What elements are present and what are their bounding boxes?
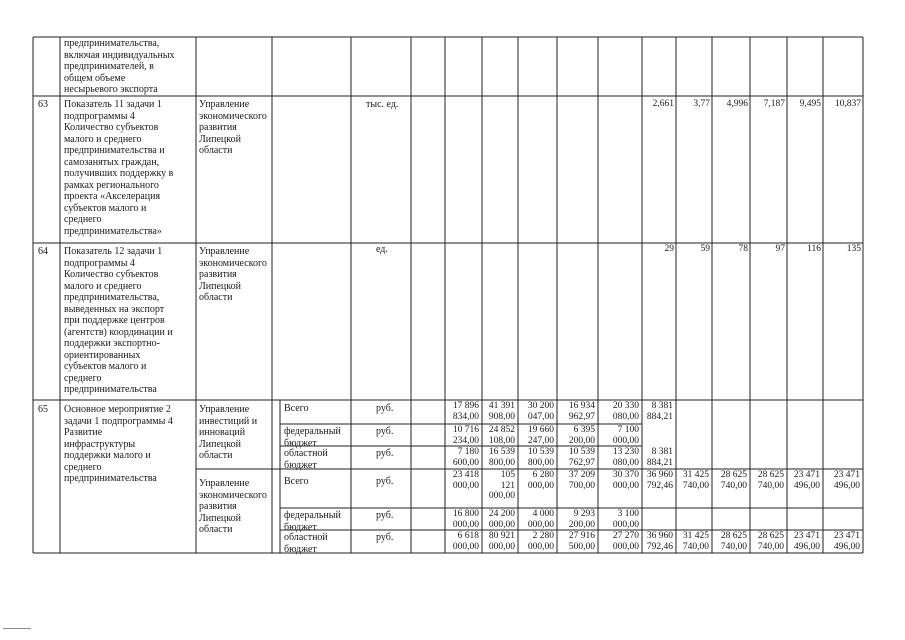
value-line: 200,00	[568, 435, 595, 446]
value-line: 23 471	[833, 470, 860, 480]
text-line: экономического	[199, 489, 267, 501]
value-cell	[787, 470, 820, 491]
value-line: 23 471	[833, 531, 860, 541]
value-line: 105	[500, 470, 515, 480]
value-line: 6 618	[457, 531, 479, 541]
row-64-value: 29	[664, 244, 674, 254]
value-cell	[482, 531, 515, 552]
text-line: бюджет	[284, 521, 317, 533]
value-cell	[642, 470, 673, 491]
value-line: 31 425	[682, 531, 709, 541]
value-line: 884,21	[646, 457, 673, 468]
unit-rub: руб.	[376, 426, 394, 437]
value-line: 700,00	[568, 480, 595, 491]
text-line: малого и среднего	[64, 280, 142, 292]
value-line: 884,21	[646, 411, 673, 422]
row-63-value: 3,77	[693, 99, 710, 109]
value-line: 4 000	[532, 509, 554, 519]
value-line: 3 100	[617, 509, 639, 519]
value-line: 108,00	[488, 435, 515, 446]
value-line: 740,00	[682, 480, 709, 491]
value-line: 16 934	[568, 401, 595, 411]
value-line: 000,00	[452, 519, 479, 530]
value-cell	[518, 401, 554, 422]
value-cell	[482, 401, 515, 422]
text-line: получивших поддержку в	[64, 168, 174, 179]
value-line: 234,00	[452, 435, 479, 446]
text-line: предпринимателей, в	[64, 61, 154, 72]
unit-rub: руб.	[376, 403, 394, 414]
value-line: 200,00	[568, 519, 595, 530]
row-65-number: 65	[38, 404, 48, 415]
value-cell	[823, 531, 860, 552]
text-line: бюджет	[284, 459, 317, 471]
value-line: 000,00	[488, 519, 515, 530]
text-line: Управление	[199, 478, 250, 489]
text-line: Количество субъектов	[64, 122, 159, 133]
text-line: развития	[199, 269, 237, 280]
value-line: 496,00	[833, 480, 860, 491]
value-cell	[642, 447, 673, 468]
value-cell	[750, 531, 784, 552]
value-line: 19 660	[527, 425, 554, 435]
value-cell	[787, 531, 820, 552]
text-line: проекта «Акселерация	[64, 191, 161, 202]
value-line: 23 471	[793, 470, 820, 480]
value-line: 000,00	[527, 519, 554, 530]
text-line: предпринимательства,	[64, 292, 160, 303]
text-line: Липецкой	[199, 438, 241, 450]
value-line: 740,00	[720, 480, 747, 491]
text-line: бюджет	[284, 437, 317, 449]
unit-rub: руб.	[376, 532, 394, 543]
text-line: самозанятых граждан,	[64, 156, 160, 168]
unit-rub: руб.	[376, 476, 394, 487]
value-line: 10 539	[568, 447, 595, 457]
value-line: 496,00	[793, 480, 820, 491]
row-64-value: 116	[807, 244, 821, 254]
text-line: инноваций	[199, 427, 246, 438]
value-line: 8 381	[651, 447, 673, 457]
value-line: 37 209	[568, 470, 595, 480]
value-cell	[598, 425, 639, 446]
value-line: 24 852	[488, 425, 515, 435]
value-cell	[598, 401, 639, 422]
value-cell	[712, 470, 747, 491]
value-line: 740,00	[682, 541, 709, 552]
value-line: 30 200	[527, 401, 554, 411]
scan-edge-mark	[3, 628, 31, 629]
text-line: Липецкой	[199, 133, 241, 145]
value-cell	[518, 447, 554, 468]
value-line: 13 230	[612, 447, 639, 457]
row-65-description	[64, 404, 194, 485]
value-line: 28 625	[720, 470, 747, 480]
value-cell	[598, 531, 639, 552]
value-line: 792,46	[646, 541, 673, 552]
value-line: 792,46	[646, 480, 673, 491]
text-line: предпринимательства	[64, 473, 157, 484]
text-line: малого и среднего	[64, 133, 142, 145]
value-cell	[557, 425, 595, 446]
text-line: поддержки экспортно-	[64, 338, 160, 349]
value-line: 800,00	[488, 457, 515, 468]
value-line: 10 716	[452, 425, 479, 435]
value-cell	[557, 470, 595, 491]
value-line: 247,00	[527, 435, 554, 446]
value-line: 121	[500, 480, 515, 491]
value-cell	[445, 531, 479, 552]
value-cell	[482, 470, 515, 502]
value-cell	[598, 470, 639, 491]
text-line: предпринимательства,	[64, 38, 160, 49]
row-65-organization-investments	[199, 404, 271, 462]
value-line: 762,97	[568, 457, 595, 468]
text-line: подпрограммы 4	[64, 257, 135, 269]
value-line: 2 280	[532, 531, 554, 541]
text-line: области	[199, 524, 233, 535]
source-federal	[284, 426, 341, 449]
value-line: 16 539	[488, 447, 515, 457]
value-cell	[557, 531, 595, 552]
value-line: 8 381	[651, 401, 673, 411]
value-line: 834,00	[452, 411, 479, 422]
text-line: подпрограммы 4	[64, 110, 135, 122]
value-cell	[598, 447, 639, 468]
value-line: 000,00	[488, 491, 515, 501]
value-line: 10 539	[527, 447, 554, 457]
value-line: 28 625	[757, 470, 784, 480]
text-line: среднего	[64, 214, 102, 225]
value-line: 7 180	[457, 447, 479, 457]
text-line: развития	[199, 501, 237, 512]
value-cell	[712, 531, 747, 552]
value-line: 30 370	[612, 470, 639, 480]
value-line: 6 280	[532, 470, 554, 480]
text-line: субъектов малого и	[64, 361, 147, 372]
value-line: 800,00	[527, 457, 554, 468]
value-line: 17 896	[452, 401, 479, 411]
value-cell	[518, 470, 554, 491]
value-line: 9 293	[573, 509, 595, 519]
text-line: поддержки малого и	[64, 450, 151, 461]
row-64-value: 78	[738, 244, 748, 254]
value-line: 41 391	[488, 401, 515, 411]
text-line: инфраструктуры	[64, 438, 136, 450]
value-cell	[557, 509, 595, 530]
value-line: 496,00	[833, 541, 860, 552]
row-63-value: 9,495	[799, 99, 821, 109]
unit-rub: руб.	[376, 510, 394, 521]
row-64-value: 59	[700, 244, 710, 254]
value-line: 31 425	[682, 470, 709, 480]
value-cell	[445, 425, 479, 446]
text-line: Показатель 12 задачи 1	[64, 246, 163, 257]
value-line: 16 800	[452, 509, 479, 519]
text-line: Основное мероприятие 2	[64, 404, 171, 415]
value-line: 740,00	[757, 541, 784, 552]
value-cell	[823, 470, 860, 491]
value-line: 000,00	[612, 519, 639, 530]
source-total: Всего	[284, 476, 309, 487]
row-63-organization	[199, 99, 271, 157]
text-line: предпринимательства и	[64, 145, 165, 156]
text-line: рамках регионального	[64, 179, 159, 191]
text-line: общем объеме	[64, 72, 126, 84]
value-line: 27 270	[612, 531, 639, 541]
row-64-number: 64	[38, 246, 48, 257]
text-line: области	[199, 145, 233, 156]
value-cell	[482, 425, 515, 446]
value-cell	[518, 425, 554, 446]
text-line: развития	[199, 122, 237, 133]
unit-rub: руб.	[376, 448, 394, 459]
text-line: Управление	[199, 404, 250, 415]
value-cell	[676, 531, 709, 552]
value-line: 23 418	[452, 470, 479, 480]
row-top-description	[64, 38, 194, 96]
value-line: 36 960	[646, 531, 673, 541]
text-line: предпринимательства	[64, 384, 157, 395]
source-federal	[284, 510, 341, 533]
text-line: при поддержке центров	[64, 315, 165, 326]
value-line: 080,00	[612, 457, 639, 468]
text-line: областной	[284, 532, 328, 543]
value-cell	[598, 509, 639, 530]
row-64-value: 97	[775, 244, 785, 254]
text-line: включая индивидуальных	[64, 49, 175, 61]
value-line: 000,00	[452, 480, 479, 491]
text-line: экономического	[199, 110, 267, 122]
text-line: субъектов малого и	[64, 202, 147, 214]
value-line: 600,00	[452, 457, 479, 468]
value-cell	[642, 531, 673, 552]
value-line: 20 330	[612, 401, 639, 411]
text-line: федеральный	[284, 426, 341, 437]
text-line: федеральный	[284, 510, 341, 521]
source-regional	[284, 448, 328, 471]
text-line: Количество субъектов	[64, 269, 159, 280]
value-line: 000,00	[612, 435, 639, 446]
row-63-value: 7,187	[763, 99, 785, 109]
value-line: 24 200	[488, 509, 515, 519]
source-regional	[284, 532, 328, 555]
text-line: Липецкой	[199, 280, 241, 292]
row-63-description	[64, 99, 194, 237]
value-line: 27 916	[568, 531, 595, 541]
text-line: инвестиций и	[199, 415, 258, 427]
value-line: 080,00	[612, 411, 639, 422]
text-line: среднего	[64, 461, 102, 473]
text-line: выведенных на экспорт	[64, 303, 165, 315]
value-line: 496,00	[793, 541, 820, 552]
text-line: Управление	[199, 99, 250, 110]
value-line: 80 921	[488, 531, 515, 541]
text-line: экономического	[199, 257, 267, 269]
row-64-value: 135	[846, 244, 861, 254]
value-cell	[557, 401, 595, 422]
text-line: задачи 1 подпрограммы 4	[64, 415, 173, 427]
value-cell	[676, 470, 709, 491]
value-cell	[518, 509, 554, 530]
value-line: 000,00	[452, 541, 479, 552]
value-line: 36 960	[646, 470, 673, 480]
value-cell	[750, 470, 784, 491]
value-line: 23 471	[793, 531, 820, 541]
value-line: 908,00	[488, 411, 515, 422]
source-total: Всего	[284, 403, 309, 414]
value-cell	[482, 509, 515, 530]
value-line: 740,00	[757, 480, 784, 491]
row-63-value: 10,837	[834, 99, 861, 109]
row-64-unit: ед.	[376, 244, 388, 255]
value-cell	[445, 470, 479, 491]
value-cell	[445, 401, 479, 422]
text-line: областной	[284, 448, 328, 459]
value-line: 28 625	[720, 531, 747, 541]
value-cell	[445, 447, 479, 468]
value-line: 000,00	[612, 480, 639, 491]
value-line: 047,00	[527, 411, 554, 422]
text-line: Показатель 11 задачи 1	[64, 99, 162, 110]
text-line: Развитие	[64, 427, 103, 438]
row-63-value: 4,996	[726, 99, 748, 109]
value-cell	[557, 447, 595, 468]
value-line: 500,00	[568, 541, 595, 552]
value-cell	[482, 447, 515, 468]
value-line: 7 100	[617, 425, 639, 435]
text-line: среднего	[64, 372, 102, 384]
value-cell	[445, 509, 479, 530]
row-63-value: 2,661	[652, 99, 674, 109]
text-line: бюджет	[284, 543, 317, 555]
text-line: области	[199, 292, 233, 303]
text-line: предпринимательства»	[64, 225, 162, 237]
value-line: 962,97	[568, 411, 595, 422]
value-line: 000,00	[527, 480, 554, 491]
row-65-organization-economy	[199, 478, 271, 536]
text-line: Управление	[199, 246, 250, 257]
value-line: 000,00	[612, 541, 639, 552]
value-cell	[642, 401, 673, 422]
text-line: области	[199, 450, 233, 461]
value-cell	[518, 531, 554, 552]
row-63-unit: тыс. ед.	[366, 99, 399, 110]
value-line: 28 625	[757, 531, 784, 541]
row-63-number: 63	[38, 99, 48, 110]
text-line: (агентств) координации и	[64, 326, 173, 338]
value-line: 6 395	[573, 425, 595, 435]
value-line: 740,00	[720, 541, 747, 552]
text-line: Липецкой	[199, 512, 241, 524]
value-line: 000,00	[527, 541, 554, 552]
text-line: ориентированных	[64, 349, 141, 361]
row-64-organization	[199, 246, 271, 304]
value-line: 000,00	[488, 541, 515, 552]
text-line: несырьевого экспорта	[64, 84, 158, 95]
row-64-description	[64, 246, 194, 396]
